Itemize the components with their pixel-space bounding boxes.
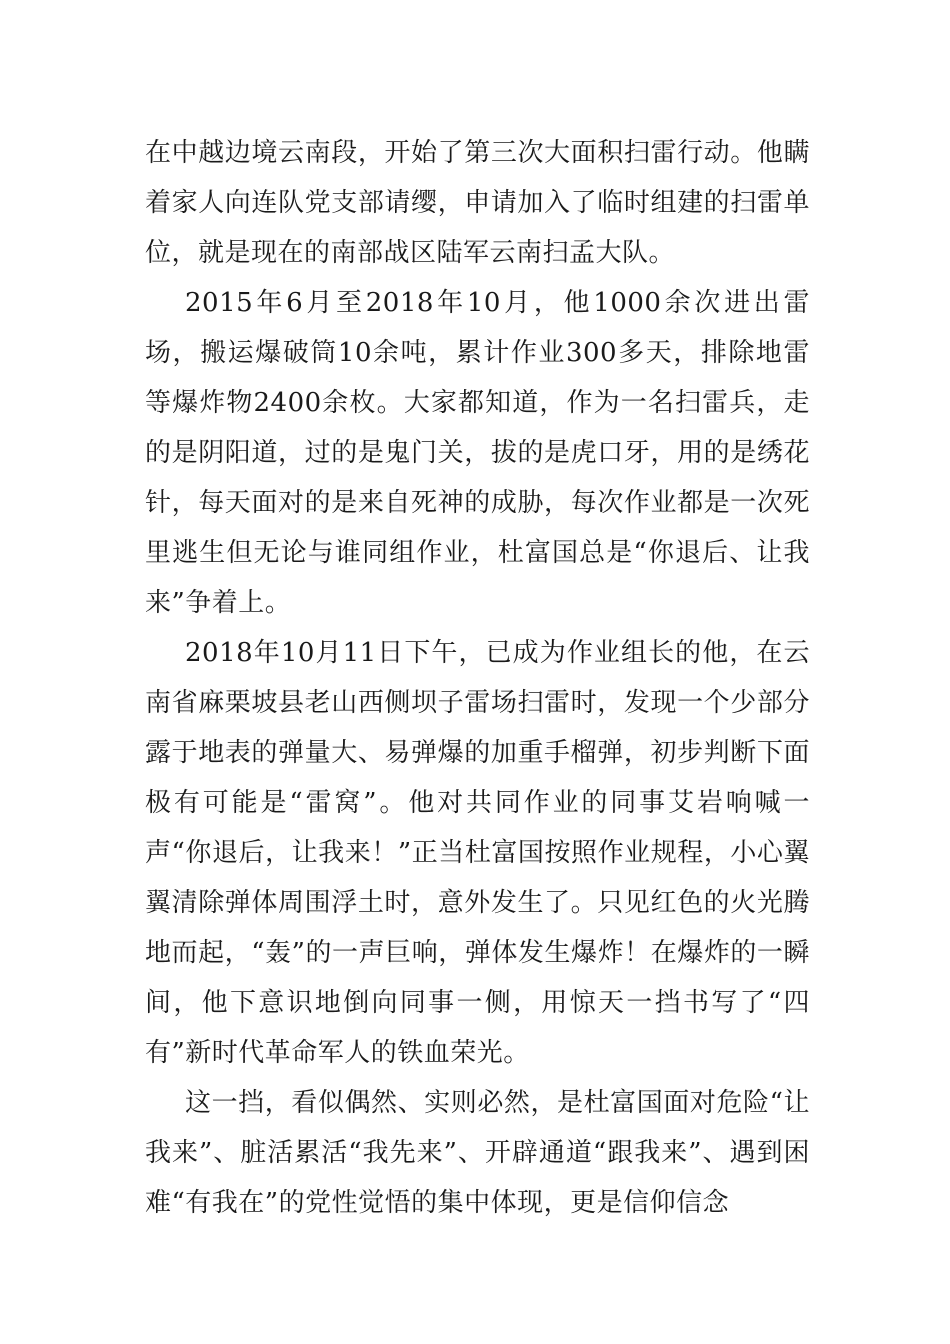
paragraph-1: 在中越边境云南段，开始了第三次大面积扫雷行动。他瞒着家人向连队党支部请缨，申请加入了临时组建的扫雷单位，就是现在的南部战区陆军云南扫孟大队。 [145,138,810,268]
paragraph-2: 2015年6月至2018年10月，他1000余次进出雷场，搬运爆破筒10余吨，累计作业300多天，排除地雷等爆炸物2400余枚。大家都知道，作为一名扫雷兵，走的是阴阳道，过的是鬼门关，拔的是虎口牙，用的是绣花针，每天面对的是来自死神的成胁，每次作业都是一次死里逃生但无论与谁同组作业，杜富国总是“你退后、让我来”争着上。 [145,288,810,618]
paragraph-4: 这一挡，看似偶然、实则必然，是杜富国面对危险“让我来”、脏活累活“我先来”、开辟通道“跟我来”、遇到困难“有我在”的党性觉悟的集中体现，更是信仰信念 [145,1088,810,1218]
document-body [145,128,810,1228]
paragraph-3: 2018年10月11日下午，已成为作业组长的他，在云南省麻栗坡县老山西侧坝子雷场扫雷时，发现一个少部分露于地表的弹量大、易弹爆的加重手榴弹，初步判断下面极有可能是“雷窝”。他对共同作业的同事艾岩响喊一声“你退后，让我来！”正当杜富国按照作业规程，小心翼翼清除弹体周围浮土时，意外发生了。只见红色的火光腾地而起，“轰”的一声巨响，弹体发生爆炸！在爆炸的一瞬间，他下意识地倒向同事一侧，用惊天一挡书写了“四有”新时代革命军人的铁血荣光。 [145,638,810,1068]
